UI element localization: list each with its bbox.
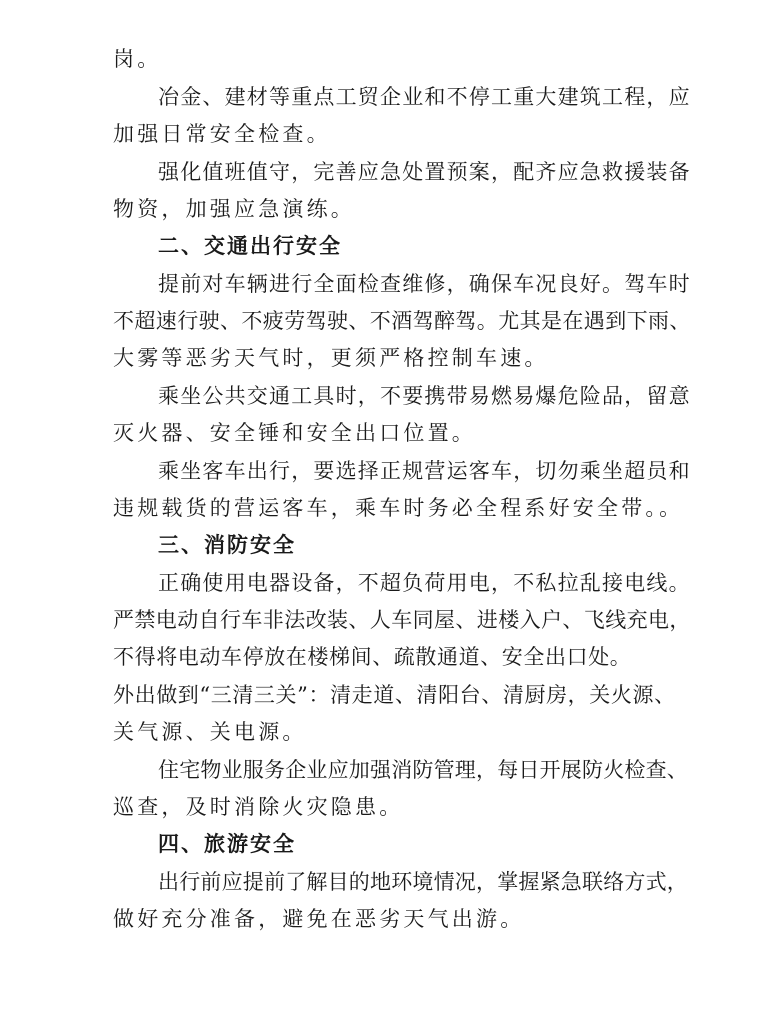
paragraph-line: 外出做到“三清三关”：清走道、清阳台、清厨房，关火源、 <box>113 683 676 707</box>
paragraph-line: 岗。 <box>113 47 162 71</box>
paragraph-line: 出行前应提前了解目的地环境情况，掌握紧急联络方式， <box>158 870 688 894</box>
paragraph-line: 加强日常安全检查。 <box>113 122 331 146</box>
paragraph-line: 严禁电动自行车非法改装、人车同屋、进楼入户、飞线充电， <box>113 608 691 632</box>
section-heading: 二、交通出行安全 <box>158 234 342 258</box>
paragraph-line: 乘坐客车出行，要选择正规营运客车，切勿乘坐超员和 <box>158 459 691 483</box>
paragraph-line: 灭火器、安全锤和安全出口位置。 <box>113 421 476 445</box>
paragraph-line: 冶金、建材等重点工贸企业和不停工重大建筑工程，应 <box>158 85 691 109</box>
paragraph-line: 正确使用电器设备，不超负荷用电，不私拉乱接电线。 <box>158 571 691 595</box>
paragraph-line: 物资，加强应急演练。 <box>113 197 355 221</box>
paragraph-line: 大雾等恶劣天气时，更须严格控制车速。 <box>113 346 549 370</box>
paragraph-line: 做好充分准备，避免在恶劣天气出游。 <box>113 907 525 931</box>
paragraph-line: 强化值班值守，完善应急处置预案，配齐应急救援装备 <box>158 160 691 184</box>
paragraph-line: 住宅物业服务企业应加强消防管理，每日开展防火检查、 <box>158 758 688 782</box>
paragraph-line: 关气源、关电源。 <box>113 720 307 744</box>
paragraph-line: 违规载货的营运客车，乘车时务必全程系好安全带。。 <box>113 496 684 520</box>
paragraph-line: 不超速行驶、不疲劳驾驶、不酒驾醉驾。尤其是在遇到下雨、 <box>113 309 691 333</box>
paragraph-line: 提前对车辆进行全面检查维修，确保车况良好。驾车时 <box>158 272 691 296</box>
paragraph-line: 巡查，及时消除火灾隐患。 <box>113 795 404 819</box>
section-heading: 四、旅游安全 <box>158 832 296 856</box>
paragraph-line: 不得将电动车停放在楼梯间、疏散通道、安全出口处。 <box>113 645 632 669</box>
section-heading: 三、消防安全 <box>158 533 296 557</box>
paragraph-line: 乘坐公共交通工具时，不要携带易燃易爆危险品，留意 <box>158 384 691 408</box>
